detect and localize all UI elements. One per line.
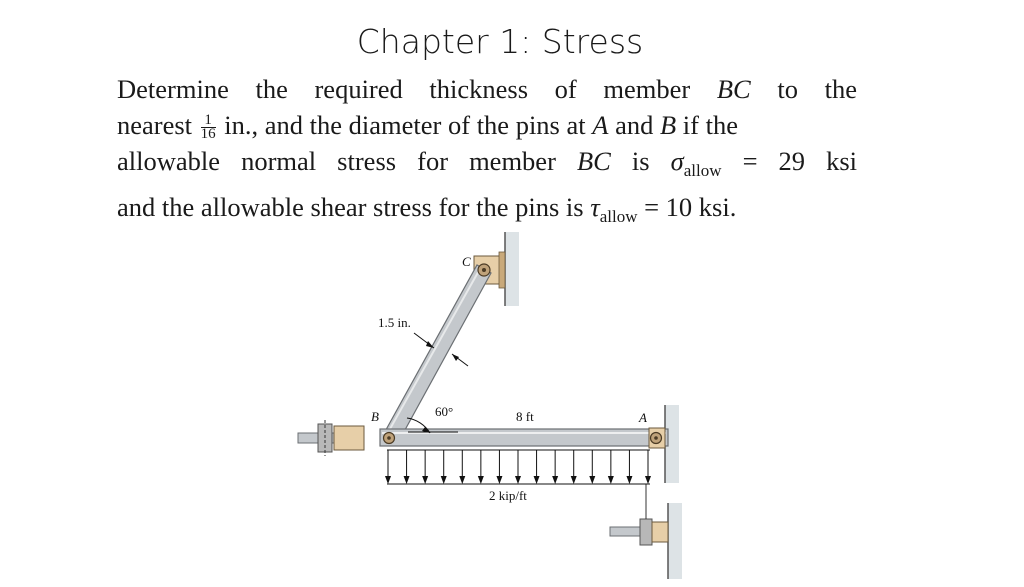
load-arrow-head [534,476,540,484]
load-arrow-head [571,476,577,484]
problem-text: allowable normal stress for member [117,146,556,176]
load-arrow-head [589,476,595,484]
slide-title: Chapter 1: Stress [356,22,644,61]
label-c: C [462,254,471,269]
load-arrow-head [478,476,484,484]
problem-text: nearest [117,110,193,140]
problem-text: in., and the diameter of the pins at [224,110,586,140]
pin-b-detail-bracket [334,426,364,450]
problem-text: is [631,146,650,176]
pin-a-symbol: A [592,110,609,140]
label-b: B [371,409,379,424]
load-arrows [385,450,651,484]
load-arrow-head [645,476,651,484]
distributed-load [385,450,651,484]
label-a: A [639,410,647,425]
pin-a-detail-head [640,519,652,545]
load-arrow-head [626,476,632,484]
wall-lower [668,503,682,579]
problem-text: and [615,110,654,140]
load-arrow-head [515,476,521,484]
problem-text: to the [777,74,857,104]
pin-a-detail-bracket [652,522,668,542]
pin-b-center [387,436,391,440]
sigma-value: = 29 ksi [742,146,858,176]
member-bc-symbol: BC [716,74,751,104]
problem-text: if the [682,110,738,140]
sigma-subscript: allow [683,161,722,180]
problem-text: Determine the required thickness of member [117,74,691,104]
tau-symbol: τ [590,192,600,222]
width-label: 1.5 in. [378,315,411,330]
load-arrow-head [422,476,428,484]
load-label: 2 kip/ft [489,488,527,503]
problem-text: and the allowable shear stress for the pins is [117,192,584,222]
tau-value: = 10 ksi. [644,192,737,222]
pin-b-symbol: B [659,110,677,140]
fraction-denominator: 16 [200,126,216,143]
load-arrow-head [608,476,614,484]
load-arrow-head [459,476,465,484]
sigma-symbol: σ [670,146,684,176]
tau-subscript: allow [599,207,638,226]
member-bc-highlight [386,267,481,436]
load-arrow-head [496,476,502,484]
load-arrow-head [441,476,447,484]
load-arrow-head [385,476,391,484]
angle-label: 60° [435,404,454,419]
load-arrow-head [552,476,558,484]
member-bc-symbol: BC [576,146,611,176]
wall-c [505,232,519,306]
width-dimension-arrow-2 [452,354,459,361]
length-label: 8 ft [516,409,534,424]
pin-a-center [654,436,658,440]
bracket-c-plate [499,252,505,288]
load-arrow-head [404,476,410,484]
fraction-numerator: 1 [201,114,216,128]
pin-c-center [482,268,486,272]
